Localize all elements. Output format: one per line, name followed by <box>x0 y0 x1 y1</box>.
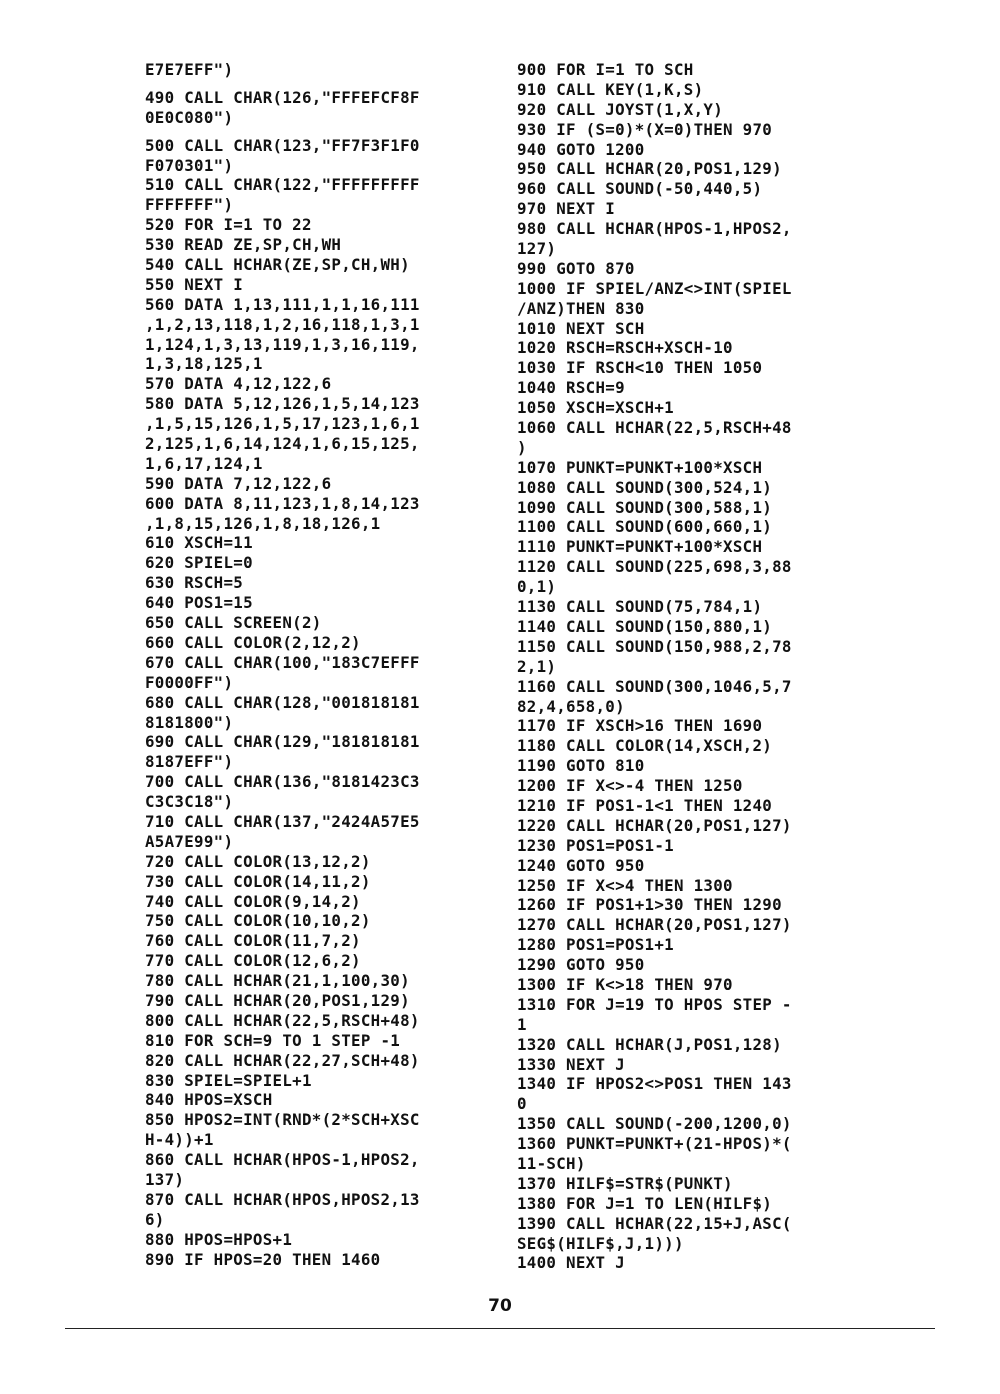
code-line: 1270 CALL HCHAR(20,POS1,127) <box>517 915 792 935</box>
code-line: 1100 CALL SOUND(600,660,1) <box>517 517 773 537</box>
code-line: 670 CALL CHAR(100,"183C7EFFF <box>145 652 420 672</box>
code-line: 600 DATA 8,11,123,1,8,14,123 <box>145 493 420 513</box>
code-line: 1030 IF RSCH<10 THEN 1050 <box>517 358 763 378</box>
code-line: 1200 IF X<>-4 THEN 1250 <box>517 776 743 796</box>
code-line: 1350 CALL SOUND(-200,1200,0) <box>517 1114 792 1134</box>
code-line: 1130 CALL SOUND(75,784,1) <box>517 597 763 617</box>
code-line: 880 HPOS=HPOS+1 <box>145 1229 293 1249</box>
code-line: 950 CALL HCHAR(20,POS1,129) <box>517 159 782 179</box>
code-line: 820 CALL HCHAR(22,27,SCH+48) <box>145 1050 420 1070</box>
code-line: 630 RSCH=5 <box>145 573 244 593</box>
code-line: 910 CALL KEY(1,K,S) <box>517 79 704 99</box>
code-line: 560 DATA 1,13,111,1,1,16,111 <box>145 294 420 314</box>
code-line: 1400 NEXT J <box>517 1253 625 1273</box>
code-line: 740 CALL COLOR(9,14,2) <box>145 891 361 911</box>
code-line: 720 CALL COLOR(13,12,2) <box>145 851 371 871</box>
code-line: 840 HPOS=XSCH <box>145 1090 273 1110</box>
code-line: 1,3,18,125,1 <box>145 354 263 374</box>
code-line: 800 CALL HCHAR(22,5,RSCH+48) <box>145 1010 420 1030</box>
code-line: 570 DATA 4,12,122,6 <box>145 374 332 394</box>
code-line: 1110 PUNKT=PUNKT+100*XSCH <box>517 537 763 557</box>
code-line: 900 FOR I=1 TO SCH <box>517 60 694 79</box>
code-line: 82,4,658,0) <box>517 696 625 716</box>
code-line: 6) <box>145 1209 165 1229</box>
code-line: 530 READ ZE,SP,CH,WH <box>145 235 342 255</box>
code-line: 2,1) <box>517 656 557 676</box>
code-line: 1390 CALL HCHAR(22,15+J,ASC( <box>517 1213 792 1233</box>
code-line: 1310 FOR J=19 TO HPOS STEP - <box>517 994 792 1014</box>
code-line: 520 FOR I=1 TO 22 <box>145 215 312 235</box>
code-line: 650 CALL SCREEN(2) <box>145 613 322 633</box>
code-line: A5A7E99") <box>145 831 234 851</box>
code-line: 1090 CALL SOUND(300,588,1) <box>517 497 773 517</box>
code-line: 660 CALL COLOR(2,12,2) <box>145 632 361 652</box>
code-line: 1290 GOTO 950 <box>517 955 645 975</box>
code-line: 127) <box>517 239 557 259</box>
code-line: F0000FF") <box>145 672 234 692</box>
code-line: 590 DATA 7,12,122,6 <box>145 473 332 493</box>
code-line: ,1,5,15,126,1,5,17,123,1,6,1 <box>145 414 420 434</box>
listing-left-column <box>145 60 420 1269</box>
code-line: 1250 IF X<>4 THEN 1300 <box>517 875 733 895</box>
code-line: 1080 CALL SOUND(300,524,1) <box>517 477 773 497</box>
code-line: ) <box>517 437 527 457</box>
code-line: 11-SCH) <box>517 1153 586 1173</box>
code-line: C3C3C18") <box>145 792 234 812</box>
code-line: 1360 PUNKT=PUNKT+(21-HPOS)*( <box>517 1134 792 1154</box>
code-line: 680 CALL CHAR(128,"001818181 <box>145 692 420 712</box>
code-line: 980 CALL HCHAR(HPOS-1,HPOS2, <box>517 219 792 239</box>
code-line: 930 IF (S=0)*(X=0)THEN 970 <box>517 119 773 139</box>
code-line: 1210 IF POS1-1<1 THEN 1240 <box>517 795 773 815</box>
code-line: 1,6,17,124,1 <box>145 453 263 473</box>
code-line: 690 CALL CHAR(129,"181818181 <box>145 732 420 752</box>
code-line: 760 CALL COLOR(11,7,2) <box>145 931 361 951</box>
code-line: 810 FOR SCH=9 TO 1 STEP -1 <box>145 1030 401 1050</box>
code-line: 1120 CALL SOUND(225,698,3,88 <box>517 557 792 577</box>
code-line: 850 HPOS2=INT(RND*(2*SCH+XSC <box>145 1110 420 1130</box>
code-line: 640 POS1=15 <box>145 593 253 613</box>
code-line: 960 CALL SOUND(-50,440,5) <box>517 179 763 199</box>
code-line: 790 CALL HCHAR(20,POS1,129) <box>145 990 410 1010</box>
code-line: 1170 IF XSCH>16 THEN 1690 <box>517 716 763 736</box>
code-line: 940 GOTO 1200 <box>517 139 645 159</box>
code-line: 1370 HILF$=STR$(PUNKT) <box>517 1173 733 1193</box>
code-line: 920 CALL JOYST(1,X,Y) <box>517 99 724 119</box>
code-line: 1230 POS1=POS1-1 <box>517 835 674 855</box>
code-line: 970 NEXT I <box>517 199 616 219</box>
code-line: 137) <box>145 1169 185 1189</box>
code-line: 830 SPIEL=SPIEL+1 <box>145 1070 312 1090</box>
code-line: ,1,2,13,118,1,2,16,118,1,3,1 <box>145 314 420 334</box>
code-line: 1060 CALL HCHAR(22,5,RSCH+48 <box>517 418 792 438</box>
code-line: 510 CALL CHAR(122,"FFFFFFFFF <box>145 175 420 195</box>
code-line: SEG$(HILF$,J,1))) <box>517 1233 684 1253</box>
code-line: 0E0C080") <box>145 107 234 127</box>
code-line: 1 <box>517 1014 527 1034</box>
code-line: 1340 IF HPOS2<>POS1 THEN 143 <box>517 1074 792 1094</box>
footer-rule <box>65 1328 935 1329</box>
code-line: 2,125,1,6,14,124,1,6,15,125, <box>145 434 420 454</box>
code-line: 0,1) <box>517 577 557 597</box>
code-line: /ANZ)THEN 830 <box>517 298 645 318</box>
code-line: 540 CALL HCHAR(ZE,SP,CH,WH) <box>145 255 410 275</box>
code-line: 1070 PUNKT=PUNKT+100*XSCH <box>517 457 763 477</box>
code-line: 1020 RSCH=RSCH+XSCH-10 <box>517 338 733 358</box>
code-line: 1150 CALL SOUND(150,988,2,78 <box>517 636 792 656</box>
code-line: H-4))+1 <box>145 1130 214 1150</box>
code-line: 870 CALL HCHAR(HPOS,HPOS2,13 <box>145 1189 420 1209</box>
code-line: 1010 NEXT SCH <box>517 318 645 338</box>
code-line: 750 CALL COLOR(10,10,2) <box>145 911 371 931</box>
code-line: 730 CALL COLOR(14,11,2) <box>145 871 371 891</box>
code-line: 700 CALL CHAR(136,"8181423C3 <box>145 772 420 792</box>
code-line: 1160 CALL SOUND(300,1046,5,7 <box>517 676 792 696</box>
code-line: E7E7EFF") <box>145 60 234 79</box>
code-line: 890 IF HPOS=20 THEN 1460 <box>145 1249 381 1269</box>
code-line: 1260 IF POS1+1>30 THEN 1290 <box>517 895 782 915</box>
code-line: 8187EFF") <box>145 752 234 772</box>
code-line: 860 CALL HCHAR(HPOS-1,HPOS2, <box>145 1150 420 1170</box>
code-line: ,1,8,15,126,1,8,18,126,1 <box>145 513 381 533</box>
code-line: 8181800") <box>145 712 234 732</box>
code-line: 500 CALL CHAR(123,"FF7F3F1F0 <box>145 135 420 155</box>
code-line: 1050 XSCH=XSCH+1 <box>517 398 674 418</box>
code-line: F070301") <box>145 155 234 175</box>
code-line: 1140 CALL SOUND(150,880,1) <box>517 616 773 636</box>
code-line: 780 CALL HCHAR(21,1,100,30) <box>145 971 410 991</box>
code-line: 990 GOTO 870 <box>517 258 635 278</box>
code-line: 620 SPIEL=0 <box>145 553 253 573</box>
code-line: 1380 FOR J=1 TO LEN(HILF$) <box>517 1193 773 1213</box>
code-line: 580 DATA 5,12,126,1,5,14,123 <box>145 394 420 414</box>
code-line: 550 NEXT I <box>145 274 244 294</box>
code-line: 1000 IF SPIEL/ANZ<>INT(SPIEL <box>517 278 792 298</box>
code-line: 1,124,1,3,13,119,1,3,16,119, <box>145 334 420 354</box>
code-line: 0 <box>517 1094 527 1114</box>
code-line: 610 XSCH=11 <box>145 533 253 553</box>
code-line: 1280 POS1=POS1+1 <box>517 935 674 955</box>
code-line: 1320 CALL HCHAR(J,POS1,128) <box>517 1034 782 1054</box>
code-line: 1240 GOTO 950 <box>517 855 645 875</box>
code-line: FFFFFFF") <box>145 195 234 215</box>
code-line: 1220 CALL HCHAR(20,POS1,127) <box>517 815 792 835</box>
code-line: 1190 GOTO 810 <box>517 756 645 776</box>
code-line: 1040 RSCH=9 <box>517 378 625 398</box>
code-line: 1300 IF K<>18 THEN 970 <box>517 974 733 994</box>
code-line: 1180 CALL COLOR(14,XSCH,2) <box>517 736 773 756</box>
listing-right-column <box>517 60 792 1273</box>
page-number: 70 <box>488 1296 512 1316</box>
code-line: 770 CALL COLOR(12,6,2) <box>145 951 361 971</box>
code-line: 710 CALL CHAR(137,"2424A57E5 <box>145 811 420 831</box>
code-line: 1330 NEXT J <box>517 1054 625 1074</box>
code-line: 490 CALL CHAR(126,"FFFEFCF8F <box>145 87 420 107</box>
